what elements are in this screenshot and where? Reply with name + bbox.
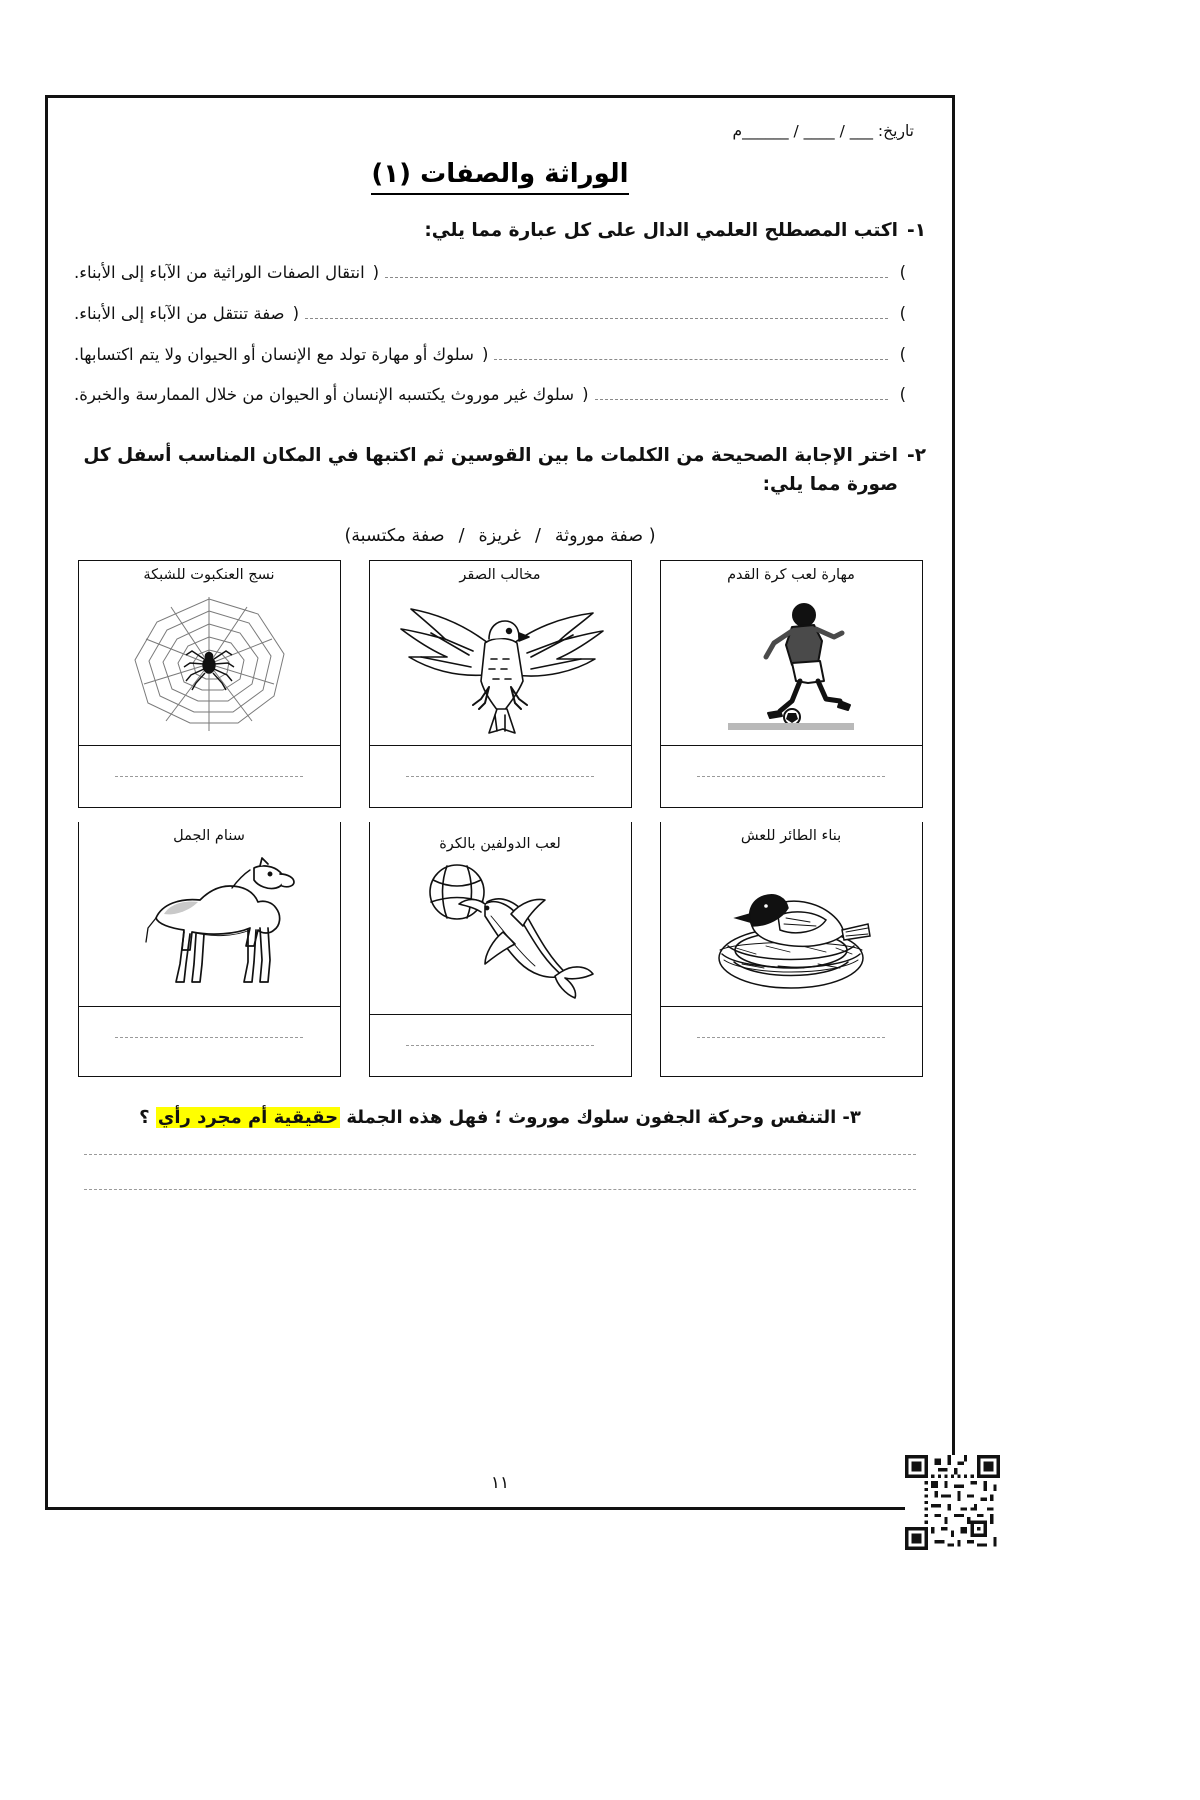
question-3-line [139, 1107, 861, 1128]
spider-web-icon [79, 587, 340, 745]
choice-separator: / [458, 525, 465, 546]
answer-blank[interactable] [697, 1037, 885, 1038]
choices-open-paren: ( [643, 525, 656, 546]
picture-cell [660, 822, 923, 1077]
picture-cell [369, 560, 632, 808]
question-1-item [74, 343, 910, 368]
picture-caption: مهارة لعب كرة القدم [727, 566, 855, 583]
answer-blank[interactable] [385, 277, 887, 278]
question-1-text: اكتب المصطلح العلمي الدال على كل عبارة مما يلي: [424, 219, 899, 241]
picture-answer-slot[interactable] [661, 745, 922, 807]
choice-option-2: غريزة [478, 525, 521, 546]
picture-cell [78, 822, 341, 1077]
question-2-header [74, 442, 926, 499]
question-2-text: اختر الإجابة الصحيحة من الكلمات ما بين القوسين ثم اكتبها في المكان المناسب أسفل كل صورة مما يلي: [83, 445, 899, 495]
picture-cell [660, 560, 923, 808]
picture-caption: بناء الطائر للعش [740, 827, 842, 844]
picture-answer-slot[interactable] [79, 1006, 340, 1068]
worksheet-page [45, 95, 955, 1510]
picture-answer-slot[interactable] [661, 1006, 922, 1068]
picture-caption: مخالب الصقر [459, 566, 541, 583]
page-title-wrap [74, 158, 926, 195]
answer-blank[interactable] [406, 776, 594, 777]
answer-blank[interactable] [115, 1037, 303, 1038]
picture-caption: نسج العنكبوت للشبكة [143, 566, 275, 583]
paren-close: ) [899, 344, 906, 364]
page-title: الوراثة والصفات (١) [371, 158, 628, 195]
question-1-header [74, 217, 926, 246]
picture-caption: سنام الجمل [173, 827, 245, 844]
picture-answer-slot[interactable] [79, 745, 340, 807]
answer-line[interactable] [84, 1189, 916, 1190]
question-1 [74, 217, 926, 409]
choice-option-1: صفة موروثة [554, 525, 644, 546]
question-1-item [74, 261, 910, 286]
question-1-number: ١- [907, 219, 926, 241]
question-1-item-text: صفة تنتقل من الآباء إلى الأبناء. [74, 303, 285, 323]
question-3-highlight: حقيقية أم مجرد رأي [157, 1106, 339, 1128]
answer-blank[interactable] [406, 1045, 594, 1046]
paren-open: ( [292, 303, 299, 323]
picture-answer-slot[interactable] [370, 1014, 631, 1076]
picture-grid-row-2 [78, 822, 923, 1077]
page-number: ١١ [490, 1473, 510, 1493]
date-field: تاريخ: ___ / ____ / ______م [732, 122, 914, 140]
answer-writing-area[interactable] [74, 1154, 926, 1190]
paren-open: ( [372, 263, 380, 283]
picture-cell [78, 560, 341, 808]
question-3-text-after: ؟ [139, 1106, 156, 1128]
question-2 [74, 442, 926, 545]
bird-nest-icon [661, 848, 922, 1006]
paren-close: ) [899, 385, 906, 405]
picture-cell [369, 822, 632, 1077]
paren-open: ( [481, 344, 489, 364]
paren-close: ) [899, 263, 906, 283]
question-1-item-text: سلوك غير موروث يكتسبه الإنسان أو الحيوان من خلال الممارسة والخبرة. [74, 385, 575, 405]
choice-separator: / [534, 525, 541, 546]
falcon-icon [370, 587, 631, 745]
question-1-item-text: سلوك أو مهارة تولد مع الإنسان أو الحيوان ولا يتم اكتسابها. [74, 344, 474, 364]
answer-blank[interactable] [305, 318, 888, 319]
qr-code [905, 1455, 1000, 1550]
picture-answer-slot[interactable] [370, 745, 631, 807]
question-1-item [74, 302, 910, 327]
camel-icon [79, 848, 340, 1006]
question-1-item-text: انتقال الصفات الوراثية من الآباء إلى الأبناء. [74, 263, 365, 283]
question-2-choices [74, 526, 926, 546]
question-2-number: ٢- [907, 445, 926, 467]
answer-blank[interactable] [494, 359, 887, 360]
question-3 [74, 1107, 926, 1128]
picture-caption: لعب الدولفين بالكرة [439, 835, 561, 852]
answer-blank[interactable] [115, 776, 303, 777]
choice-option-3: صفة مكتسبة [351, 525, 445, 546]
answer-blank[interactable] [697, 776, 885, 777]
picture-grid-row-1 [78, 560, 923, 808]
question-3-text-before: التنفس وحركة الجفون سلوك موروث ؛ فهل هذه الجملة [340, 1106, 837, 1128]
paren-open: ( [582, 385, 589, 405]
question-3-number: ٣- [842, 1106, 861, 1128]
dolphin-ball-icon [370, 856, 631, 1014]
answer-line[interactable] [84, 1154, 916, 1155]
question-1-item [74, 383, 910, 408]
choices-close-paren: ) [344, 525, 352, 546]
answer-blank[interactable] [595, 399, 888, 400]
paren-close: ) [899, 303, 906, 323]
soccer-player-icon [661, 587, 922, 745]
